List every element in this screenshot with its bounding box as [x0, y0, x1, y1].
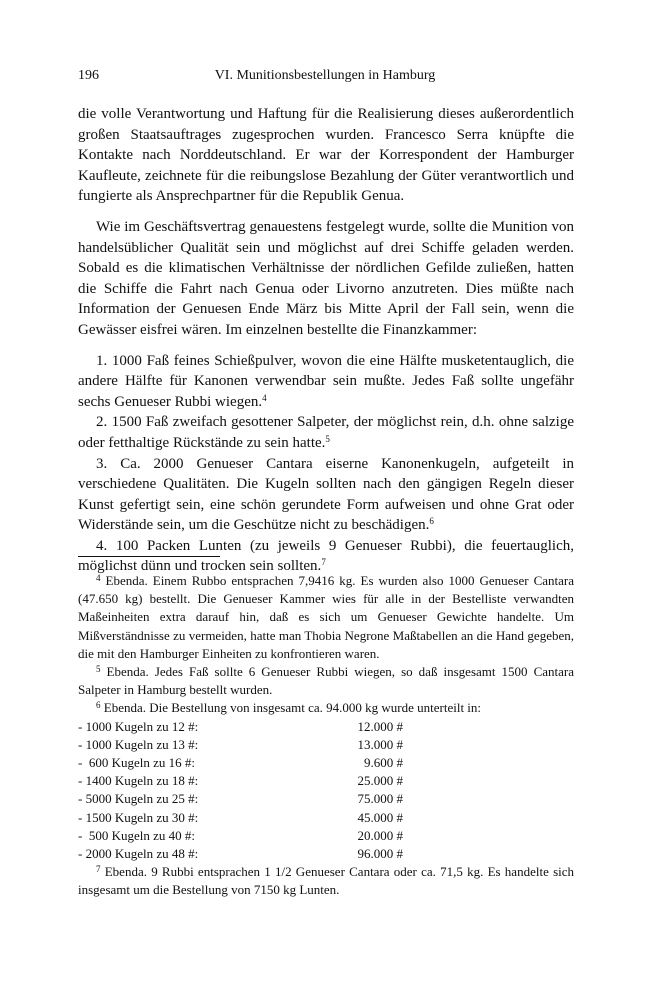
- page-number: 196: [78, 68, 99, 83]
- list-item: [78, 412, 574, 453]
- footnote: [78, 663, 574, 699]
- table-value: 75.000 #: [357, 791, 403, 807]
- footnote-ref: 4: [262, 392, 267, 403]
- list-item-text: 4. 100 Packen Lunten (zu jeweils 9 Genueser Rubbi), die feuertauglich, möglichst dünn und trocken sein sollten.: [78, 537, 574, 575]
- list-item: [78, 351, 574, 413]
- table-label: - 1500 Kugeln zu 30 #:: [78, 809, 199, 825]
- table-row: [78, 736, 574, 754]
- footnote: [78, 863, 574, 899]
- table-value: 45.000 #: [357, 809, 403, 825]
- footnote-text: Ebenda. Einem Rubbo entsprachen 7,9416 kg. Es wurden also 1000 Genueser Cantara (47.650 kg) bestellt. Die Genueser Kammer wies für alle in der Bestelliste verwandten Maßeinheiten extra darauf hin, daß es sich um Genueser Gewichte handelte. Um Mißverständnisse zu vermeiden, hatte man Thobia Negrone Maßtabellen an die Hand gegeben, die mit den Hamburger Einheiten zu konfrontieren waren.: [78, 573, 574, 661]
- order-list: [78, 351, 574, 578]
- list-item-text: 1. 1000 Faß feines Schießpulver, wovon die eine Hälfte musketentauglich, die andere Hälfte für Kanonen verwendbar sein mußte. Jedes Faß sollte ungefähr sechs Genueser Rubbi wiegen.: [78, 352, 574, 410]
- table-value: 9.600 #: [364, 755, 403, 770]
- table-value: 25.000 #: [357, 773, 403, 789]
- table-label: - 1000 Kugeln zu 12 #:: [78, 718, 199, 734]
- list-item: [78, 454, 574, 536]
- footnote-ref: 6: [429, 516, 434, 527]
- footnote-number: 5: [96, 664, 101, 675]
- footnote-ref: 7: [321, 557, 326, 568]
- page-header: [78, 68, 572, 88]
- table-label: - 1000 Kugeln zu 13 #:: [78, 736, 199, 752]
- table-row: [78, 809, 574, 827]
- table-label: - 600 Kugeln zu 16 #:: [78, 755, 195, 770]
- list-item-text: 2. 1500 Faß zweifach gesottener Salpeter, der möglichst rein, d.h. ohne salzige oder fetthaltige Rückstände zu sein hatte.: [78, 414, 574, 451]
- paragraph: Wie im Geschäftsvertrag genauestens festgelegt wurde, sollte die Munition von handelsüblicher Qualität sein und möglichst auf drei Schiffe geladen werden. Sobald es die klimatischen Verhältnisse der nördlichen Gefilde zuließen, hatten die Schiffe die Fahrt nach Genua oder Livorno anzutreten. Dies müßte nach Information der Genuesen Ende März bis Mitte April der Fall sein, wenn die Gewässer eisfrei wären. Im einzelnen bestellte die Finanzkammer:: [78, 218, 574, 338]
- table-row: [78, 718, 574, 736]
- footnote-number: 7: [96, 864, 101, 875]
- cannonball-table: [78, 718, 574, 864]
- footnote-text: Ebenda. Jedes Faß sollte 6 Genueser Rubbi wiegen, so daß insgesamt 1500 Cantara Salpeter in Hamburg bestellt wurden.: [78, 664, 574, 698]
- footnote: [78, 699, 574, 717]
- table-label: - 500 Kugeln zu 40 #:: [78, 827, 195, 843]
- footnote-number: 6: [96, 700, 101, 711]
- table-value: 13.000 #: [357, 736, 403, 752]
- running-title: VI. Munitionsbestellungen in Hamburg: [214, 68, 436, 83]
- table-label: - 1400 Kugeln zu 18 #:: [78, 773, 199, 789]
- footnote-ref: 5: [325, 433, 330, 444]
- table-row: [78, 790, 574, 808]
- table-value: 96.000 #: [357, 845, 403, 861]
- footnote-text: Ebenda. 9 Rubbi entsprachen 1 1/2 Genueser Cantara oder ca. 71,5 kg. Es handelte sich insgesamt um die Bestellung von 7150 kg Lunten.: [78, 864, 575, 898]
- table-label: - 5000 Kugeln zu 25 #:: [78, 791, 199, 807]
- footnote-text: Ebenda. Die Bestellung von insgesamt ca. 94.000 kg wurde unterteilt in:: [103, 700, 482, 716]
- table-row: [78, 845, 574, 863]
- table-row: [78, 772, 574, 790]
- table-row: [78, 754, 574, 772]
- table-value: 20.000 #: [357, 827, 403, 843]
- footnote-separator: [78, 556, 220, 557]
- table-value: 12.000 #: [357, 718, 403, 734]
- footnote-number: 4: [96, 573, 101, 583]
- table-row: [78, 827, 574, 845]
- footnotes: [78, 572, 574, 900]
- footnote: [78, 572, 574, 663]
- table-label: - 2000 Kugeln zu 48 #:: [78, 845, 199, 861]
- list-item-text: 3. Ca. 2000 Genueser Cantara eiserne Kanonenkugeln, aufgeteilt in verschiedene Qualitäten. Die Kugeln sollten nach den gängigen Regeln dieser Kunst gefertigt sein, eine schön gerundete Form aufweisen und ohne Grat oder Widerstände sein, um die Geschütze nicht zu beschädigen.: [78, 455, 574, 534]
- paragraph: die volle Verantwortung und Haftung für die Realisierung dieses außerordentlich großen Staatsauftrages zugesprochen wurden. Francesco Serra knüpfte die Kontakte nach Norddeutschland. Er war der Korrespondent der Hamburger Kaufleute, zeichnete für die reibungslose Bezahlung der Güter verantwortlich und fungierte als Ansprechpartner für die Republik Genua.: [78, 106, 574, 205]
- body-text: [78, 104, 574, 577]
